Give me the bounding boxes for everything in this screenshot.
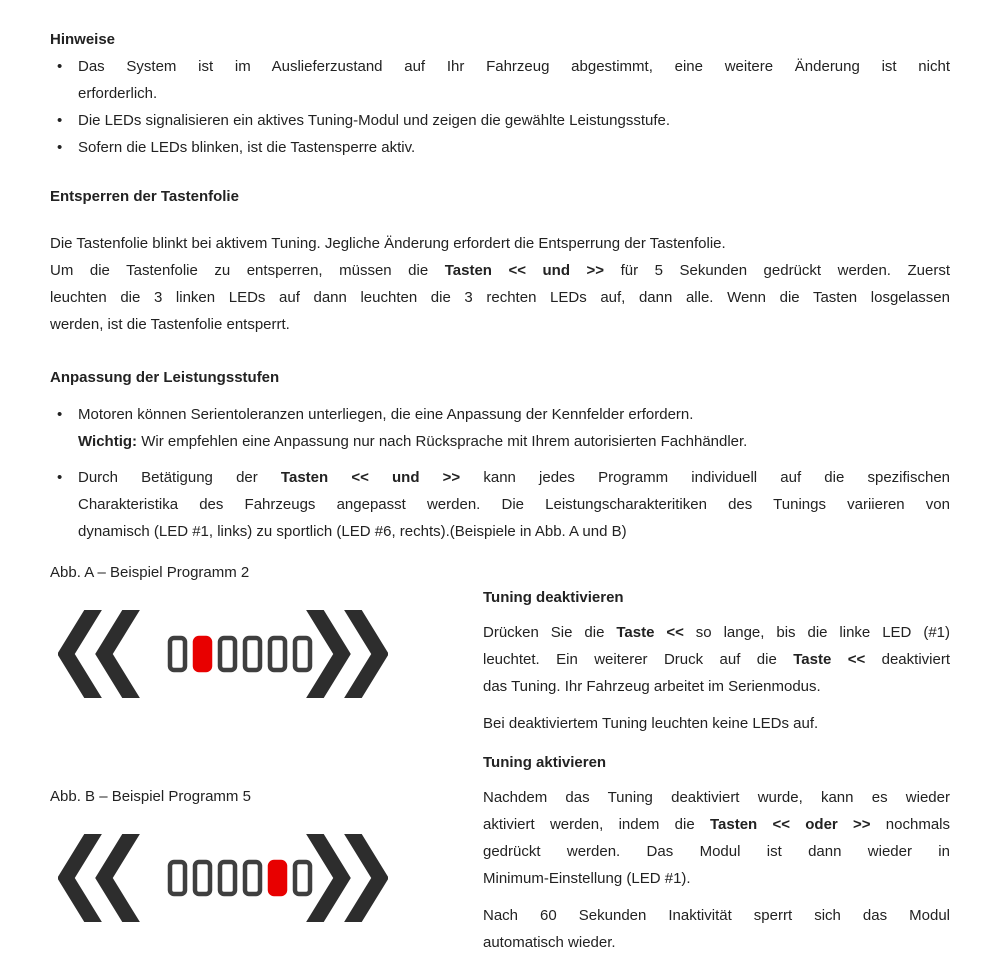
figures-column	[50, 559, 483, 956]
double-chevron-left-icon	[66, 834, 136, 922]
entsperren-paragraph	[50, 230, 950, 338]
text-line: • Durch Betätigung der Tasten << und >> kann jedes Programm individuell auf die spezifischen	[78, 469, 951, 486]
led-indicator	[220, 862, 235, 894]
double-chevron-left-icon	[66, 610, 136, 698]
text-line: • Sofern die LEDs blinken, ist die Tastensperre aktiv.	[78, 139, 416, 156]
bullet-item	[50, 134, 950, 161]
figure-a-graphic	[58, 610, 388, 698]
led-indicator	[170, 862, 185, 894]
led-indicator	[295, 638, 310, 670]
text-line: Um die Tastenfolie zu entsperren, müssen die Tasten << und >> für 5 Sekunden gedrückt werden. Zuerst	[50, 262, 951, 279]
figure-text-columns	[50, 559, 950, 956]
led-indicator-active	[270, 862, 285, 894]
double-chevron-right-icon	[310, 610, 380, 698]
led-indicator	[270, 638, 285, 670]
text-line: Bei deaktiviertem Tuning leuchten keine LEDs auf.	[483, 715, 819, 732]
led-indicator	[195, 862, 210, 894]
hinweise-title: Hinweise	[50, 31, 116, 48]
led-indicator	[170, 638, 185, 670]
text-line: Minimum-Einstellung (LED #1).	[483, 870, 691, 887]
tuning-aktivieren-note	[483, 902, 950, 956]
led-indicator-active	[195, 638, 210, 670]
tuning-aktivieren-paragraph	[483, 784, 950, 892]
text-line: • Das System ist im Auslieferzustand auf Ihr Fahrzeug abgestimmt, eine weitere Änderung ist nicht	[78, 58, 950, 75]
text-line: aktiviert werden, indem die Tasten << oder >> nochmals	[483, 816, 950, 833]
led-indicator	[220, 638, 235, 670]
text-line: werden, ist die Tastenfolie entsperrt.	[50, 316, 290, 333]
tuning-aktivieren-title: Tuning aktivieren	[483, 754, 607, 771]
instructions-column	[483, 559, 950, 956]
text-line: dynamisch (LED #1, links) zu sportlich (LED #6, rechts).(Beispiele in Abb. A und B)	[78, 523, 627, 540]
tuning-deaktivieren-note	[483, 710, 950, 737]
led-indicator	[245, 638, 260, 670]
figure-a-label: Abb. A – Beispiel Programm 2	[50, 564, 250, 581]
bullet-item	[50, 107, 950, 134]
text-line: Charakteristika des Fahrzeugs angepasst werden. Die Leistungscharakteritiken des Tunings variieren von	[78, 496, 950, 513]
figure-b-label: Abb. B – Beispiel Programm 5	[50, 788, 251, 805]
led-row	[170, 638, 310, 670]
figure-b-graphic	[58, 834, 388, 922]
text-line: erforderlich.	[78, 85, 158, 102]
led-row	[170, 862, 310, 894]
led-indicator	[295, 862, 310, 894]
text-line: gedrückt werden. Das Modul ist dann wieder in	[483, 843, 950, 860]
anpassung-bullet-list	[50, 401, 950, 545]
double-chevron-right-icon	[310, 834, 380, 922]
bullet-item	[50, 401, 950, 455]
text-line: automatisch wieder.	[483, 934, 616, 951]
bullet-item	[50, 464, 950, 545]
section-hinweise	[50, 26, 950, 161]
text-line: Nachdem das Tuning deaktiviert wurde, kann es wieder	[483, 789, 950, 806]
text-line: das Tuning. Ihr Fahrzeug arbeitet im Serienmodus.	[483, 678, 821, 695]
text-line: Wichtig: Wir empfehlen eine Anpassung nur nach Rücksprache mit Ihrem autorisierten Fachhändler.	[78, 433, 748, 450]
text-line: Drücken Sie die Taste << so lange, bis die linke LED (#1)	[483, 624, 950, 641]
anpassung-title: Anpassung der Leistungsstufen	[50, 369, 280, 386]
tuning-deaktivieren-title: Tuning deaktivieren	[483, 589, 624, 606]
led-indicator	[245, 862, 260, 894]
text-line: • Motoren können Serientoleranzen unterliegen, die eine Anpassung der Kennfelder erfordern.	[78, 406, 694, 423]
bullet-item	[50, 53, 950, 107]
text-line: Nach 60 Sekunden Inaktivität sperrt sich das Modul	[483, 907, 950, 924]
tuning-deaktivieren-paragraph	[483, 619, 950, 700]
entsperren-title: Entsperren der Tastenfolie	[50, 188, 239, 205]
section-anpassung	[50, 364, 950, 545]
section-entsperren	[50, 183, 950, 338]
text-line: • Die LEDs signalisieren ein aktives Tuning-Modul und zeigen die gewählte Leistungsstufe.	[78, 112, 671, 129]
text-line: leuchtet. Ein weiterer Druck auf die Taste << deaktiviert	[483, 651, 950, 668]
text-line: Die Tastenfolie blinkt bei aktivem Tuning. Jegliche Änderung erfordert die Entsperrung der Tastenfolie.	[50, 235, 726, 252]
text-line: leuchten die 3 linken LEDs auf dann leuchten die 3 rechten LEDs auf, dann alle. Wenn die Tasten losgelassen	[50, 289, 950, 306]
